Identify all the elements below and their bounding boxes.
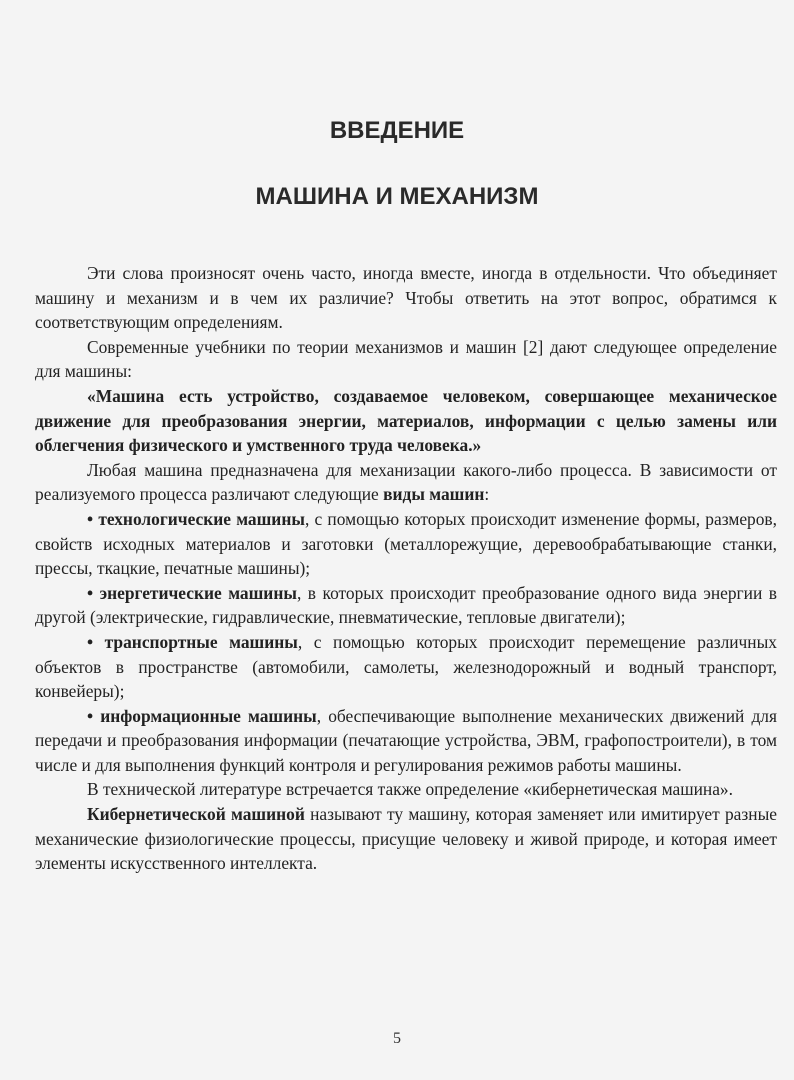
list-term: технологические машины (98, 508, 305, 529)
definition-quote: «Машина есть устройство, создаваемое человеком, совершающее механическое движение для преобразования энергии, материалов, информации с целью замены или облегчения физического и умственного труда человека.» (35, 385, 777, 456)
list-term: энергетические машины (99, 582, 297, 603)
machine-types-term: виды машин (383, 484, 485, 505)
list-item (35, 704, 777, 778)
paragraph-cybernetic-definition (35, 802, 777, 876)
paragraph-intro: Эти слова произносят очень часто, иногда вместе, иногда в отдельности. Что объединяет машину и механизм и в чем их различие? Чтобы ответить на этот вопрос, обратимся к соответствующим определениям. (35, 263, 777, 333)
bullet: • (87, 631, 94, 652)
machine-types-tail: : (484, 484, 490, 505)
list-item (35, 581, 777, 630)
paragraph-cybernetic-mention: В технической литературе встречается также определение «кибернетическая машина». (87, 779, 733, 800)
section-title: МАШИНА И МЕХАНИЗМ (255, 183, 539, 210)
body-text (35, 261, 777, 876)
list-text: , с помощью которых происходит перемещение различных объектов в пространстве (автомобили, самолеты, железнодорожный и водный транспорт, конвейеры); (35, 631, 777, 702)
list-term: транспортные машины (104, 631, 298, 652)
machine-types-text: Любая машина предназначена для механизации какого-либо процесса. В зависимости от реализуемого процесса различают следующие (35, 459, 777, 505)
bullet: • (87, 508, 94, 529)
list-term: информационные машины (100, 705, 317, 726)
list-item (35, 630, 777, 704)
cybernetic-text: называют ту машину, которая заменяет или имитирует разные механические физиологические процессы, присущие человеку и живой природе, и которая имеет элементы искусственного интеллекта. (35, 804, 777, 874)
list-text: , в которых происходит преобразование одного вида энергии в другой (электрические, гидравлические, пневматические, тепловые двигатели); (35, 582, 778, 628)
list-text: , обеспечивающие выполнение механических движений для передачи и преобразования информации (печатающие устройства, ЭВМ, графопостроители), в том числе и для выполнения функций контроля и регулирования режимов работы машины. (35, 705, 777, 775)
bullet: • (87, 582, 94, 603)
paragraph-machine-types (35, 458, 777, 507)
list-text: , с помощью которых происходит изменение формы, размеров, свойств исходных материалов и заготовки (металлорежущие, деревообрабатывающие станки, прессы, ткацкие, печатные машины); (35, 508, 777, 579)
cybernetic-term: Кибернетической машиной (87, 804, 305, 825)
list-item (35, 507, 777, 581)
page-number: 5 (393, 1030, 401, 1047)
paragraph-definition-lead: Современные учебники по теории механизмов и машин [2] дают следующее определение для машины: (35, 336, 777, 382)
bullet: • (87, 705, 94, 726)
chapter-title: ВВЕДЕНИЕ (329, 117, 465, 144)
